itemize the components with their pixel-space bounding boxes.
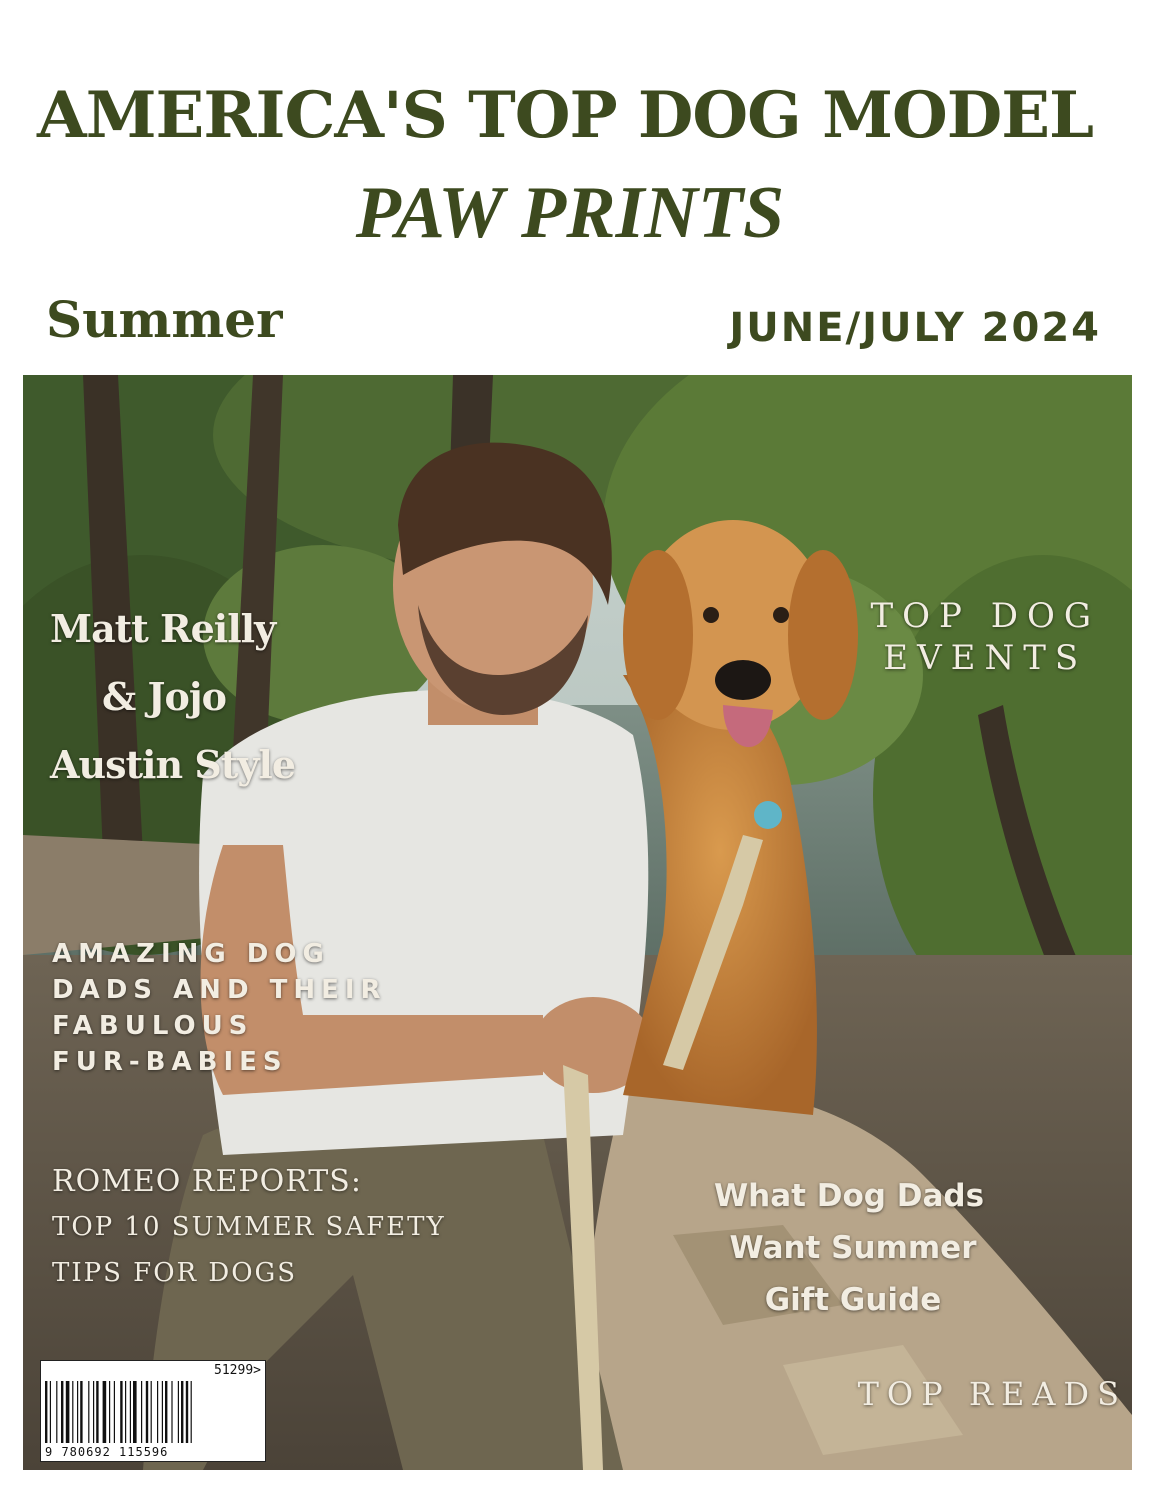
issue-season: Summer xyxy=(46,290,283,349)
gift-line-3: Gift Guide xyxy=(764,1282,942,1318)
barcode-bar xyxy=(178,1381,179,1443)
barcode-bar xyxy=(191,1381,192,1443)
issue-date: JUNE/JULY 2024 xyxy=(729,305,1101,351)
barcode-bar xyxy=(130,1381,131,1443)
barcode-bar xyxy=(114,1381,115,1443)
magazine-subtitle: PAW PRINTS xyxy=(355,172,785,254)
dads-line-4: FUR-BABIES xyxy=(52,1047,288,1077)
events-cover-line xyxy=(870,595,1100,679)
barcode-bar xyxy=(165,1381,167,1443)
barcode xyxy=(40,1360,266,1462)
barcode-bar xyxy=(171,1381,172,1443)
barcode-bar xyxy=(133,1381,137,1443)
feature-line-3: Austin Style xyxy=(50,742,296,787)
barcode-bar xyxy=(56,1381,57,1443)
barcode-bar xyxy=(109,1381,110,1443)
barcode-addon-number: 51299> xyxy=(214,1363,261,1378)
barcode-bar xyxy=(66,1381,70,1443)
events-line-2: EVENTS xyxy=(883,638,1088,678)
gift-guide-cover-line xyxy=(698,1170,1008,1326)
barcode-bar xyxy=(93,1381,94,1443)
barcode-bar xyxy=(77,1381,78,1443)
gift-line-2: Want Summer xyxy=(729,1230,977,1266)
dog-dads-cover-line xyxy=(52,936,387,1080)
magazine-title: AMERICA'S TOP DOG MODEL xyxy=(37,78,1093,153)
barcode-bar xyxy=(88,1381,89,1443)
feature-line-2: & Jojo xyxy=(102,674,226,719)
feature-cover-line xyxy=(50,595,295,799)
barcode-bar xyxy=(45,1381,47,1443)
top-reads-cover-line: TOP READS xyxy=(857,1375,1127,1413)
barcode-bar xyxy=(151,1381,152,1443)
barcode-isbn: 9 780692 115596 xyxy=(45,1445,169,1459)
romeo-line-1: TOP 10 SUMMER SAFETY xyxy=(52,1212,446,1242)
barcode-bars xyxy=(45,1381,261,1443)
events-line-1: TOP DOG xyxy=(870,596,1100,636)
dads-line-1: AMAZING DOG xyxy=(52,939,330,969)
barcode-bar xyxy=(162,1381,163,1443)
romeo-line-2: TIPS FOR DOGS xyxy=(52,1258,298,1288)
barcode-bar xyxy=(72,1381,73,1443)
dads-line-3: FABULOUS xyxy=(52,1011,254,1041)
dads-line-2: DADS AND THEIR xyxy=(52,975,387,1005)
barcode-bar xyxy=(157,1381,158,1443)
barcode-bar xyxy=(146,1381,148,1443)
barcode-bar xyxy=(80,1381,82,1443)
barcode-bar xyxy=(186,1381,188,1443)
barcode-bar xyxy=(120,1381,122,1443)
gift-line-1: What Dog Dads xyxy=(713,1178,985,1214)
barcode-bar xyxy=(96,1381,98,1443)
barcode-bar xyxy=(50,1381,51,1443)
feature-line-1: Matt Reilly xyxy=(50,606,276,651)
barcode-bar xyxy=(181,1381,183,1443)
barcode-bar xyxy=(61,1381,63,1443)
barcode-bar xyxy=(125,1381,126,1443)
barcode-bar xyxy=(103,1381,107,1443)
romeo-reports-cover-line xyxy=(52,1160,446,1296)
romeo-heading: ROMEO REPORTS: xyxy=(52,1164,362,1199)
barcode-bar xyxy=(141,1381,142,1443)
